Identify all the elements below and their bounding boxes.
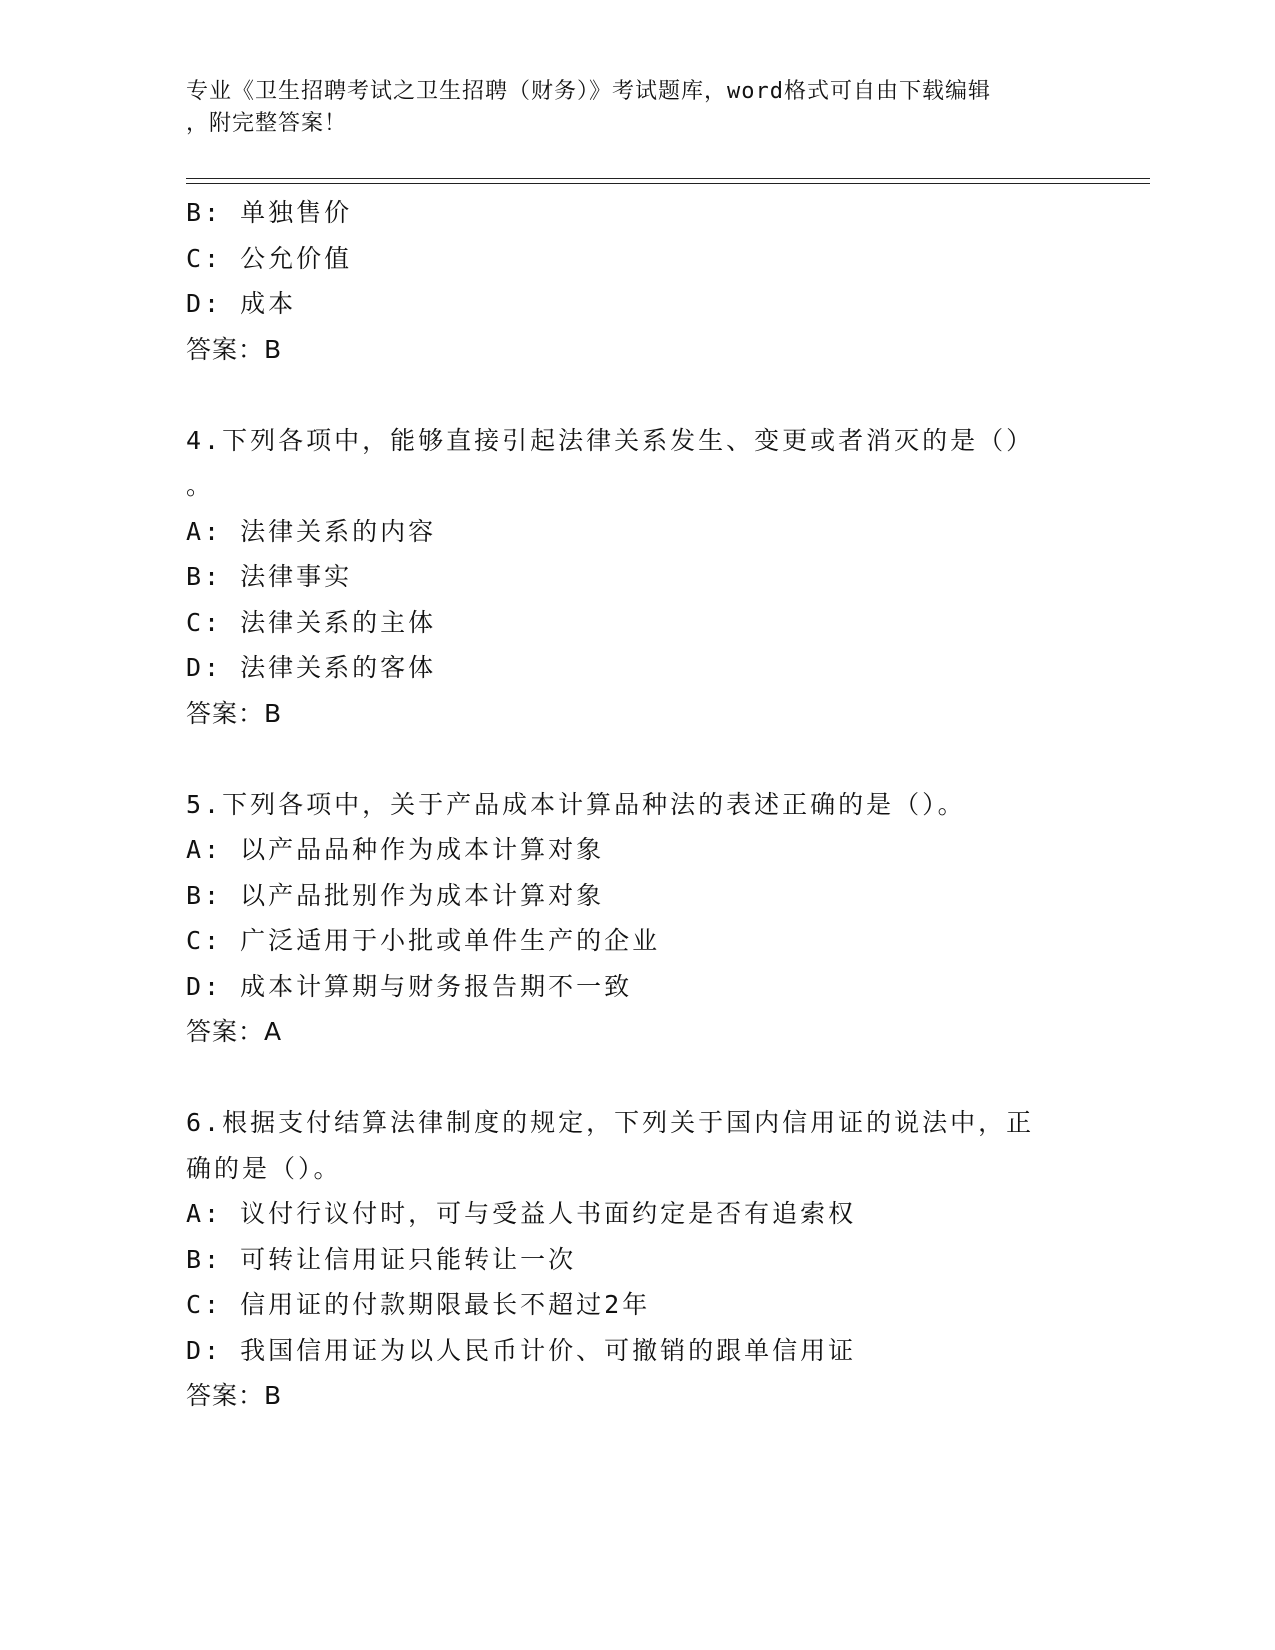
question-5 [186,782,1086,1055]
header-divider-top [186,178,1150,179]
spacer [186,372,1086,418]
spacer [186,736,1086,782]
q4-stem-line-2: 。 [186,471,215,500]
q4-stem-line-1: 4.下列各项中，能够直接引起法律关系发生、变更或者消灭的是（） [186,425,1035,455]
q6-option-d: D: 我国信用证为以人民币计价、可撤销的跟单信用证 [186,1335,857,1365]
q4-option-d: D: 法律关系的客体 [186,653,437,682]
q4-answer: 答案：B [186,698,283,728]
q5-answer: 答案：A [186,1017,283,1046]
question-6 [186,1100,1086,1419]
q5-option-d: D: 成本计算期与财务报告期不一致 [186,971,633,1001]
q6-answer: 答案：B [186,1381,283,1410]
q5-option-c: C: 广泛适用于小批或单件生产的企业 [186,926,661,955]
header-line-2: ，附完整答案！ [186,111,348,136]
q3-answer: 答案：B [186,334,283,364]
question-3 [186,190,1086,372]
q6-stem-line-1: 6.根据支付结算法律制度的规定，下列关于国内信用证的说法中，正 [186,1108,1035,1137]
q3-option-c: C: 公允价值 [186,243,353,273]
q6-option-c: C: 信用证的付款期限最长不超过2年 [186,1290,651,1319]
document-header [186,76,1066,140]
q5-option-a: A: 以产品品种作为成本计算对象 [186,835,605,864]
question-4 [186,418,1086,737]
q5-stem-line-1: 5.下列各项中，关于产品成本计算品种法的表述正确的是（）。 [186,789,966,819]
q6-option-b: B: 可转让信用证只能转让一次 [186,1244,577,1274]
header-line-1: 专业《卫生招聘考试之卫生招聘（财务）》考试题库，word格式可自由下载编辑 [186,79,991,104]
q6-stem-line-2: 确的是（）。 [186,1153,342,1183]
header-divider-bottom [186,183,1150,184]
spacer [186,1055,1086,1101]
q4-option-b: B: 法律事实 [186,562,353,591]
q3-option-b: B: 单独售价 [186,198,353,227]
q5-option-b: B: 以产品批别作为成本计算对象 [186,880,605,910]
question-list [186,190,1086,1419]
q3-option-d: D: 成本 [186,289,297,318]
q4-option-a: A: 法律关系的内容 [186,516,437,546]
q6-option-a: A: 议付行议付时，可与受益人书面约定是否有追索权 [186,1199,857,1228]
q4-option-c: C: 法律关系的主体 [186,607,437,637]
